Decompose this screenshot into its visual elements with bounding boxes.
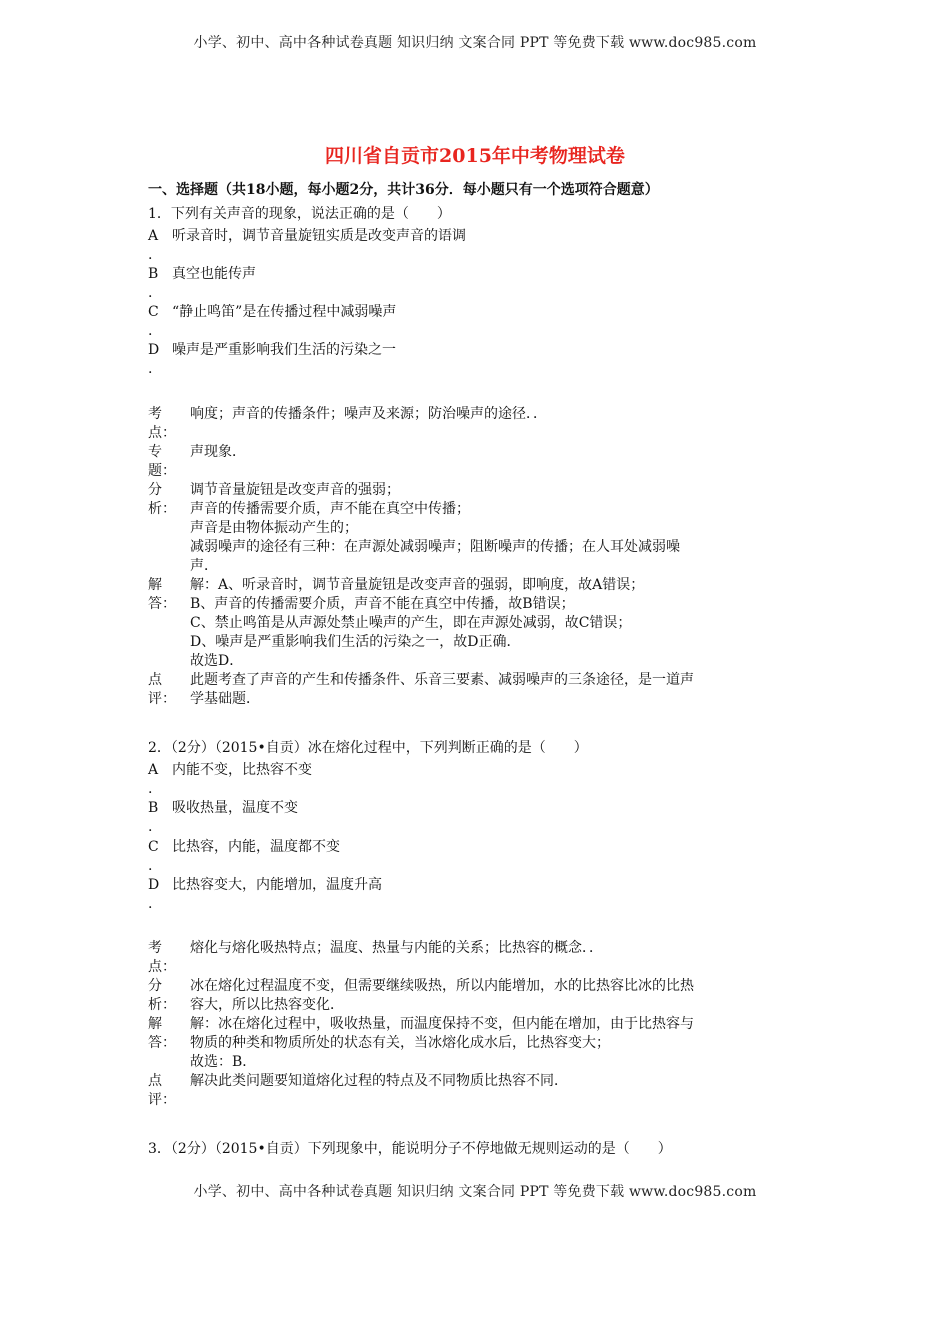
option-text: 听录音时，调节音量旋钮实质是改变声音的语调 [172,228,466,244]
block-label: 分 析： [148,482,176,517]
q1-dianping-block [148,671,798,709]
q1-kaodian-block [148,405,798,441]
block-line: 此题考查了声音的产生和传播条件、乐音三要素、减弱噪声的三条途径，是一道声 [190,672,694,688]
option-text: 真空也能传声 [172,266,256,282]
block-line: 声现象． [190,444,246,460]
page-footer: 小学、初中、高中各种试卷真题 知识归纳 文案合同 PPT 等免费下载 www.doc985.com [193,1184,757,1200]
block-label: 点 评： [148,1073,176,1108]
block-line: D、噪声是严重影响我们生活的污染之一，故D正确． [190,634,521,650]
block-line: 冰在熔化过程温度不变，但需要继续吸热，所以内能增加，水的比热容比冰的比热 [190,978,694,994]
block-line: 故选：B． [190,1054,257,1070]
block-line: 解决此类问题要知道熔化过程的特点及不同物质比热容不同． [190,1073,568,1089]
q2-dianping-block [148,1072,798,1108]
block-line: 声． [190,558,218,574]
q2-jieda-block [148,1015,798,1072]
block-label: 专 题： [148,444,176,479]
option-letter: C [148,839,159,855]
block-label: 分 析： [148,978,176,1013]
block-line: 解：冰在熔化过程中，吸收热量，而温度保持不变，但内能在增加，由于比热容与 [190,1016,694,1032]
q1-jieda-block [148,576,798,671]
q2-kaodian-block [148,939,798,975]
block-line: 故选D． [190,653,244,669]
page-title: 四川省自贡市2015年中考物理试卷 [325,145,625,167]
option-letter: C [148,304,159,320]
block-line: 调节音量旋钮是改变声音的强弱； [190,482,400,498]
option-text: 噪声是严重影响我们生活的污染之一 [172,342,396,358]
block-line: B、声音的传播需要介质，声音不能在真空中传播，故B错误； [190,596,575,612]
block-line: C、禁止鸣笛是从声源处禁止噪声的产生，即在声源处减弱，故C错误； [190,615,632,631]
option-letter: D [148,877,160,893]
block-line: 熔化与熔化吸热特点；温度、热量与内能的关系；比热容的概念．． [190,940,603,956]
option-text: “静止鸣笛”是在传播过程中减弱噪声 [172,304,397,320]
page-header: 小学、初中、高中各种试卷真题 知识归纳 文案合同 PPT 等免费下载 www.doc985.com [193,35,757,51]
block-label: 考 点： [148,406,176,441]
block-line: 声音是由物体振动产生的； [190,520,358,536]
block-line: 减弱噪声的途径有三种：在声源处减弱噪声；阻断噪声的传播；在人耳处减弱噪 [190,539,680,555]
option-text: 比热容变大，内能增加，温度升高 [172,877,382,893]
block-line: 物质的种类和物质所处的状态有关，当冰熔化成水后，比热容变大； [190,1035,610,1051]
option-letter: B [148,800,159,816]
block-line: 解：A、听录音时，调节音量旋钮是改变声音的强弱，即响度，故A错误； [190,577,645,593]
block-label: 点 评： [148,672,176,707]
block-label: 考 点： [148,940,176,975]
option-text: 内能不变，比热容不变 [172,762,312,778]
block-line: 响度；声音的传播条件；噪声及来源；防治噪声的途径．． [190,406,547,422]
block-line: 学基础题． [190,691,260,707]
option-text: 吸收热量，温度不变 [172,800,298,816]
q1-zhuanti-block [148,443,798,479]
q2-fenxi-block [148,977,798,1015]
question-2-stem: 2．（2分）（2015•自贡）冰在熔化过程中，下列判断正确的是（ ） [148,740,588,756]
section-heading: 一、选择题（共18小题，每小题2分，共计36分．每小题只有一个选项符合题意） [148,182,659,198]
option-letter: D [148,342,160,358]
option-letter: A [148,762,159,778]
option-letter: A [148,228,159,244]
option-text: 比热容，内能，温度都不变 [172,839,340,855]
block-label: 解 答： [148,1016,176,1051]
question-1-stem: 1．下列有关声音的现象，说法正确的是（ ） [148,206,451,222]
block-label: 解 答： [148,577,176,612]
question-3-stem: 3．（2分）（2015•自贡）下列现象中，能说明分子不停地做无规则运动的是（ ） [148,1141,672,1157]
block-line: 容大，所以比热容变化． [190,997,344,1013]
block-line: 声音的传播需要介质，声不能在真空中传播； [190,501,470,517]
option-letter: B [148,266,159,282]
q1-fenxi-block [148,481,798,576]
